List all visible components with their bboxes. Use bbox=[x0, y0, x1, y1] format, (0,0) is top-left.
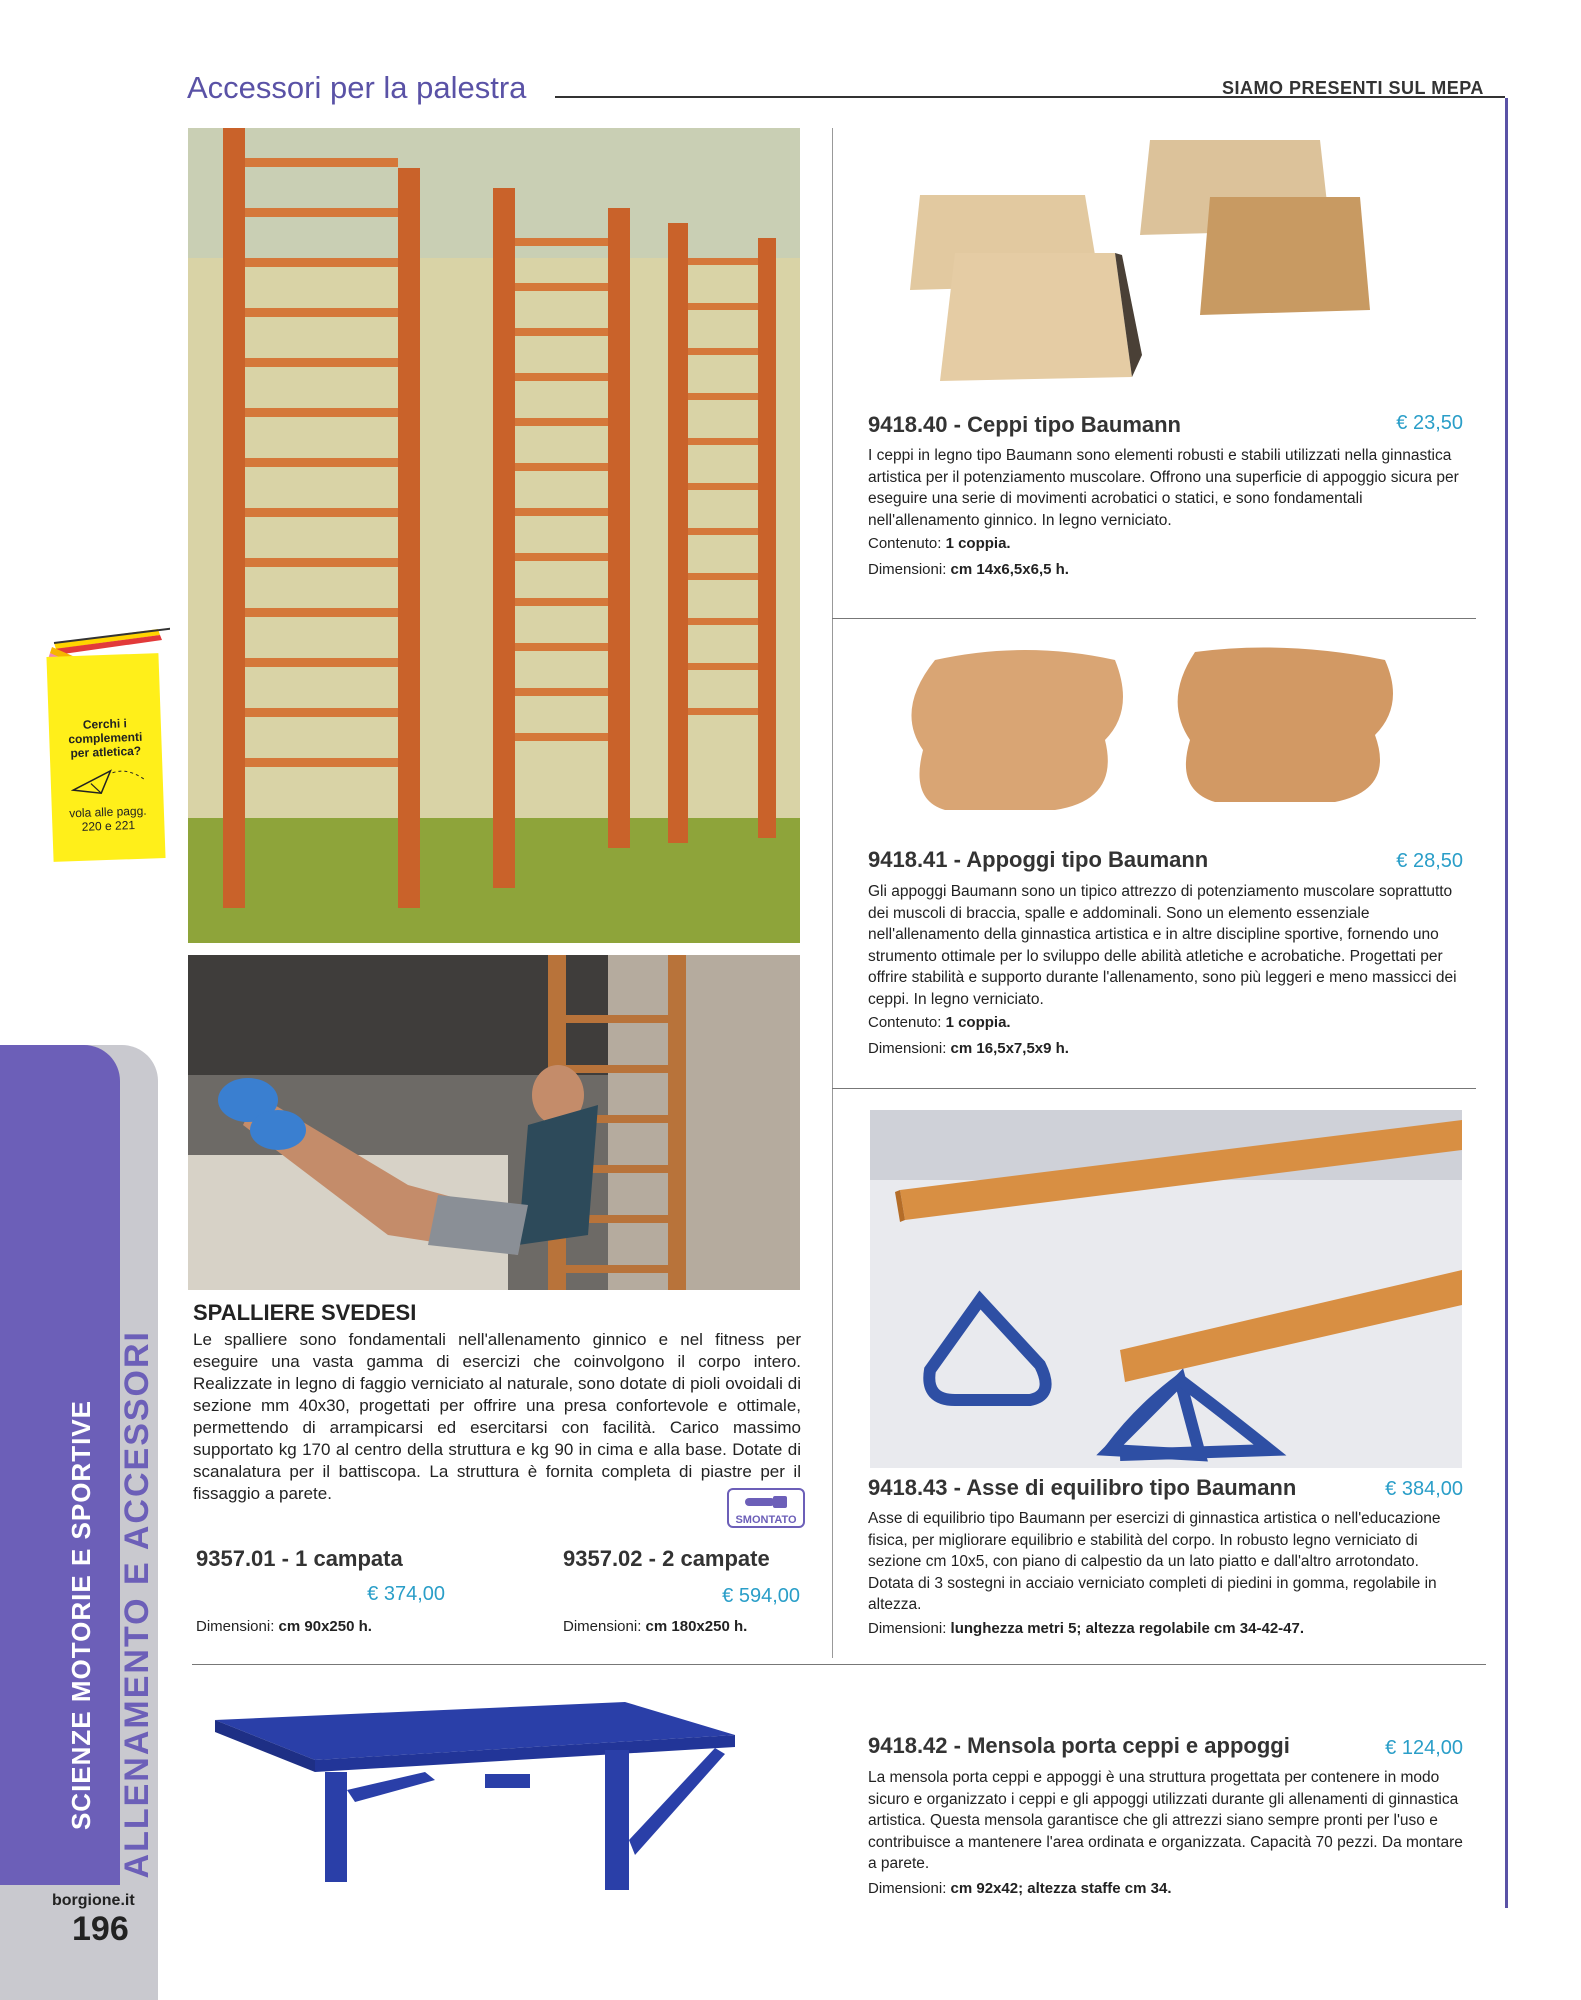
exercise-photo bbox=[188, 955, 800, 1290]
beam-code: 9418.43 bbox=[868, 1475, 948, 1500]
dim-value: cm 92x42; altezza staffe cm 34. bbox=[950, 1880, 1172, 1897]
dim-value: cm 14x6,5x6,5 h. bbox=[950, 561, 1069, 578]
appoggi-content bbox=[868, 1014, 1011, 1031]
variant-2-code: 9357.02 bbox=[563, 1546, 643, 1571]
separator bbox=[832, 1088, 1476, 1089]
spalliere-description: Le spalliere sono fondamentali nell'allenamento ginnico e nel fitness per eseguire una vasta gamma di esercizi che coinvolgono il corpo intero. Realizzate in legno di faggio verniciato al naturale, sono dotate di pioli ovoidali di sezione mm 40x30, progettati per offrire una presa confortevole e ottimale, permettendo di arrampicarsi ed esercitarsi con facilità. Carico massimo supportato kg 170 al centro della struttura e kg 90 in cima e alla base. Dotate di scanalatura per il battiscopa. La struttura è fornita completa di piastre per il fissaggio a parete. bbox=[193, 1330, 801, 1503]
ceppi-code: 9418.40 bbox=[868, 412, 948, 437]
box-icon bbox=[743, 1494, 789, 1510]
dim-value: cm 16,5x7,5x9 h. bbox=[950, 1040, 1069, 1057]
section-label: SCIENZE MOTORIE E SPORTIVE bbox=[66, 1400, 96, 1831]
sticky-note bbox=[46, 653, 165, 862]
variant-1-code: 9357.01 bbox=[196, 1546, 276, 1571]
separator bbox=[832, 618, 1476, 619]
category-label: ALLENAMENTO E ACCESSORI bbox=[118, 1330, 156, 1879]
ceppi-description: I ceppi in legno tipo Baumann sono elementi robusti e stabili utilizzati nella ginnastica artistica per il potenziamento muscolare. Offrono una superficie di appoggio sicura per eseguire una serie di movimenti acrobatici o statici, e sono fondamentali nell'allenamento ginnico. In legno verniciato. bbox=[868, 447, 1459, 529]
appoggi-code: 9418.41 bbox=[868, 847, 948, 872]
sticky-question-3: per atletica? bbox=[70, 743, 142, 761]
right-border bbox=[1505, 98, 1508, 1908]
shelf-name: Mensola porta ceppi e appoggi bbox=[967, 1733, 1290, 1758]
appoggi-image bbox=[905, 640, 1425, 830]
variant-1-price: € 374,00 bbox=[367, 1583, 445, 1605]
sticky-question-1: Cerchi i bbox=[82, 716, 128, 732]
variant-2-title: 9357.02 - 2 campate bbox=[563, 1546, 770, 1571]
dim-value: cm 90x250 h. bbox=[278, 1618, 372, 1635]
ceppi-name: Ceppi tipo Baumann bbox=[967, 412, 1181, 437]
appoggi-title: 9418.41 - Appoggi tipo Baumann bbox=[868, 847, 1209, 872]
shelf-dimensions bbox=[868, 1880, 1172, 1897]
column-divider bbox=[832, 128, 833, 1658]
dim-value: lunghezza metri 5; altezza regolabile cm 34-42-47. bbox=[950, 1620, 1305, 1637]
shelf-image bbox=[205, 1690, 745, 1890]
content-value: 1 coppia. bbox=[945, 535, 1011, 552]
unassembled-badge bbox=[727, 1488, 805, 1528]
dim-value: cm 180x250 h. bbox=[645, 1618, 748, 1635]
appoggi-name: Appoggi tipo Baumann bbox=[966, 847, 1209, 872]
badge-label: SMONTATO bbox=[735, 1514, 797, 1526]
dim-label: Dimensioni: bbox=[563, 1618, 642, 1635]
sticky-pointer-1: vola alle pagg. bbox=[68, 803, 147, 821]
separator bbox=[192, 1664, 1486, 1665]
beam-price: € 384,00 bbox=[1385, 1478, 1463, 1500]
dim-label: Dimensioni: bbox=[868, 561, 947, 578]
shelf-description: La mensola porta ceppi e appoggi è una struttura progettata per contenere in modo sicuro e organizzato i ceppi e gli appoggi utilizzati durante gli allenamenti di ginnastica artistica. Questa mensola garantisce che gli attrezzi siano sempre pronti per l'uso e contribuisce a mantenere l'area ordinata e organizzata. Capacità 70 pezzi. Da montare a parete. bbox=[868, 1769, 1463, 1872]
ceppi-content bbox=[868, 535, 1011, 552]
shelf-code: 9418.42 bbox=[868, 1733, 948, 1758]
paper-plane-icon bbox=[70, 765, 151, 798]
sticky-question-2: complementi bbox=[68, 729, 143, 747]
balance-beam-image bbox=[870, 1110, 1462, 1468]
wall-bars-photo bbox=[188, 128, 800, 943]
variant-1-dimensions bbox=[196, 1618, 372, 1635]
variant-2-name: 2 campate bbox=[662, 1546, 770, 1571]
appoggi-price: € 28,50 bbox=[1396, 850, 1463, 872]
dim-label: Dimensioni: bbox=[868, 1880, 947, 1897]
content-label: Contenuto: bbox=[868, 535, 942, 552]
beam-dimensions bbox=[868, 1620, 1304, 1637]
mepa-label: SIAMO PRESENTI SUL MEPA bbox=[1222, 78, 1484, 98]
appoggi-description: Gli appoggi Baumann sono un tipico attrezzo di potenziamento muscolare soprattutto dei muscoli di braccia, spalle e addominali. Sono un elemento essenziale nell'allenamento della ginnastica artistica e in altre discipline sportive, fornendo uno strumento ottimale per lo sviluppo delle abilità atletiche e acrobatiche. Progettati per offrire stabilità e supporto durante l'allenamento, sono più leggeri e meno massicci dei ceppi. In legno verniciato. bbox=[868, 883, 1457, 1008]
beam-description: Asse di equilibrio tipo Baumann per esercizi di ginnastica artistica o nell'educazione fisica, per migliorare equilibrio e stabilità del corpo. In robusto legno verniciato di sezione cm 10x5, con piano di calpestio da un lato piatto e dall'altro arrotondato. Dotata di 3 sostegni in acciaio verniciato completi di piedini in gomma, regolabile in altezza. bbox=[868, 1510, 1441, 1613]
page-number: 196 bbox=[72, 1910, 129, 1948]
page-title: Accessori per la palestra bbox=[187, 70, 527, 105]
appoggi-dimensions bbox=[868, 1040, 1069, 1057]
variant-1-title: 9357.01 - 1 campata bbox=[196, 1546, 403, 1571]
beam-name: Asse di equilibro tipo Baumann bbox=[966, 1475, 1297, 1500]
variant-2-price: € 594,00 bbox=[722, 1585, 800, 1607]
shelf-title: 9418.42 - Mensola porta ceppi e appoggi bbox=[868, 1733, 1290, 1758]
ceppi-title: 9418.40 - Ceppi tipo Baumann bbox=[868, 412, 1181, 437]
spalliere-title: SPALLIERE SVEDESI bbox=[193, 1300, 417, 1325]
sidebar-band-accent bbox=[0, 1045, 120, 1885]
shelf-price: € 124,00 bbox=[1385, 1737, 1463, 1759]
ceppi-dimensions bbox=[868, 561, 1069, 578]
content-label: Contenuto: bbox=[868, 1014, 942, 1031]
dim-label: Dimensioni: bbox=[196, 1618, 275, 1635]
dim-label: Dimensioni: bbox=[868, 1040, 947, 1057]
ceppi-image bbox=[900, 135, 1420, 390]
sticky-pointer-2: 220 e 221 bbox=[81, 818, 136, 834]
beam-title: 9418.43 - Asse di equilibro tipo Baumann bbox=[868, 1475, 1297, 1500]
ceppi-price: € 23,50 bbox=[1396, 412, 1463, 434]
variant-1-name: 1 campata bbox=[295, 1546, 403, 1571]
dim-label: Dimensioni: bbox=[868, 1620, 947, 1637]
site-url[interactable]: borgione.it bbox=[52, 1892, 135, 1909]
variant-2-dimensions bbox=[563, 1618, 747, 1635]
content-value: 1 coppia. bbox=[945, 1014, 1011, 1031]
